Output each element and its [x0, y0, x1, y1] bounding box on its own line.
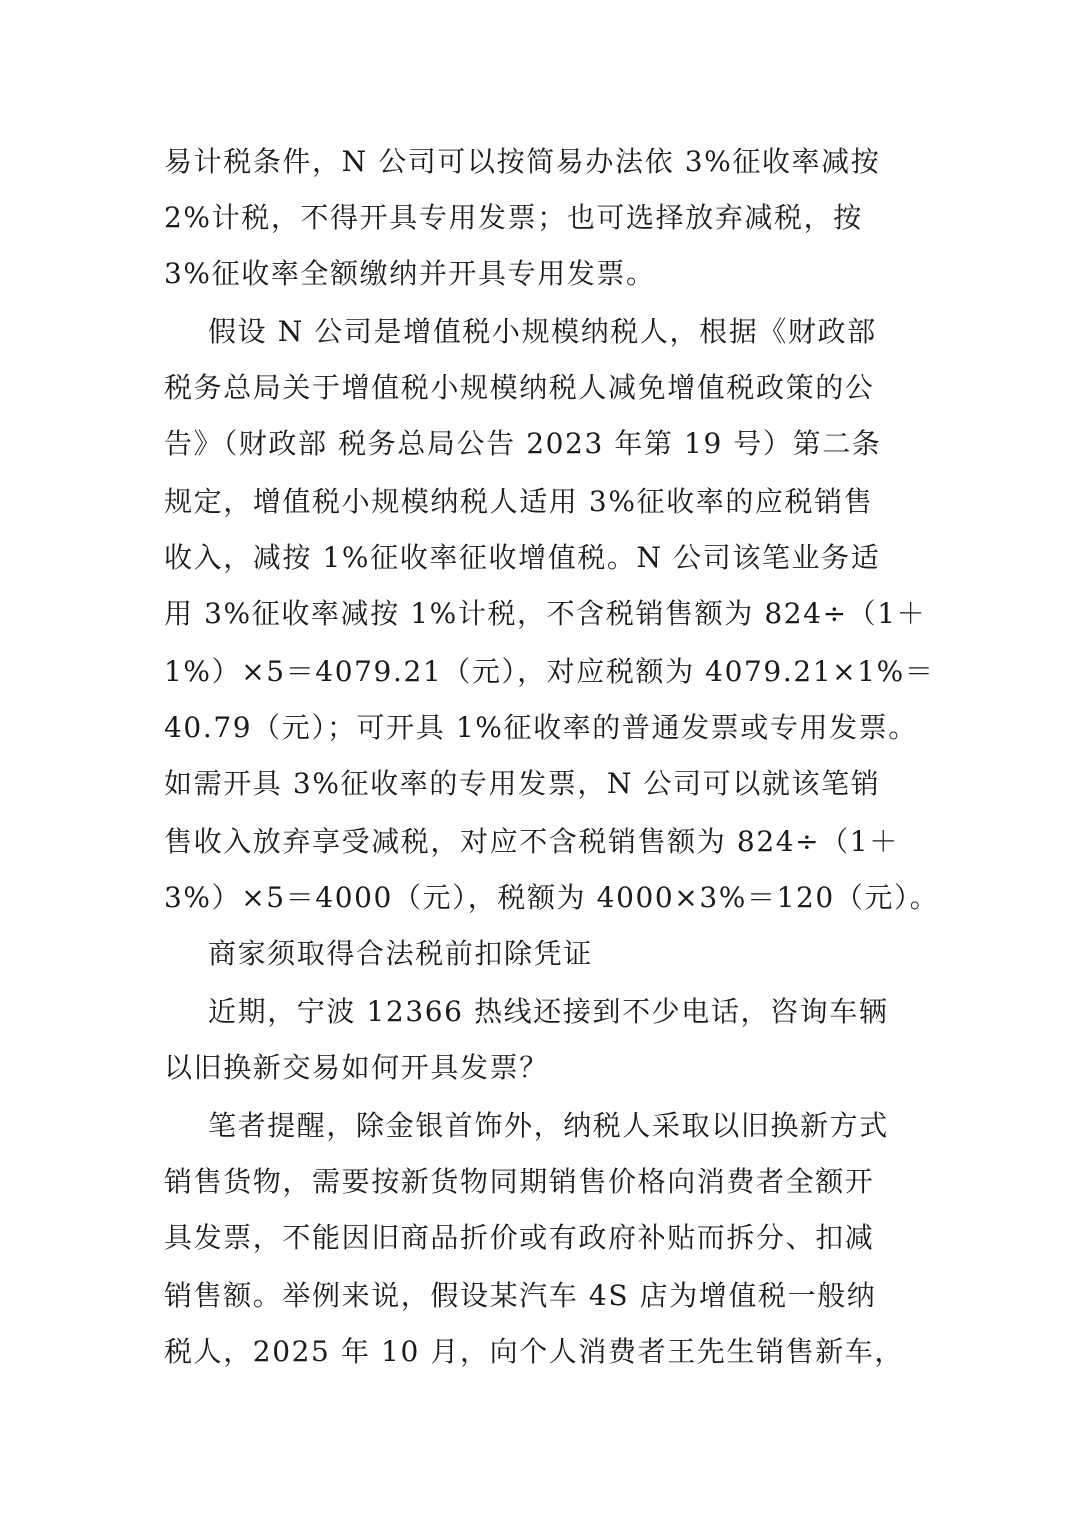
text-line-3: 3%征收率全额缴纳并开具专用发票。	[164, 257, 656, 290]
text-line-10: 1%）×5＝4079.21（元），对应税额为 4079.21×1%＝	[164, 655, 935, 688]
text-line-13: 售收入放弃享受减税，对应不含税销售额为 824÷（1＋	[164, 825, 899, 858]
text-line-8: 收入，减按 1%征收率征收增值税。N 公司该笔业务适	[164, 541, 881, 574]
section-heading: 商家须取得合法税前扣除凭证	[208, 937, 593, 970]
text-line-1: 易计税条件，N 公司可以按简易办法依 3%征收率减按	[164, 145, 881, 178]
text-line-17: 以旧换新交易如何开具发票？	[164, 1051, 549, 1084]
text-line-9: 用 3%征收率减按 1%计税，不含税销售额为 824÷（1＋	[164, 597, 927, 630]
text-line-14: 3%）×5＝4000（元），税额为 4000×3%＝120（元）。	[164, 881, 940, 914]
text-line-2: 2%计税，不得开具专用发票；也可选择放弃减税，按	[164, 201, 863, 234]
text-line-6: 告》（财政部 税务总局公告 2023 年第 19 号）第二条	[164, 427, 882, 460]
paragraph-start-line: 笔者提醒，除金银首饰外，纳税人采取以旧换新方式	[208, 1109, 889, 1142]
text-line-21: 销售额。举例来说，假设某汽车 4S 店为增值税一般纳	[164, 1279, 877, 1312]
text-line-7: 规定，增值税小规模纳税人适用 3%征收率的应税销售	[164, 485, 874, 518]
text-line-11: 40.79（元）；可开具 1%征收率的普通发票或专用发票。	[164, 711, 918, 744]
text-line-19: 销售货物，需要按新货物同期销售价格向消费者全额开	[164, 1165, 875, 1198]
paragraph-start-line: 假设 N 公司是增值税小规模纳税人，根据《财政部	[208, 315, 877, 348]
paragraph-start-line: 近期，宁波 12366 热线还接到不少电话，咨询车辆	[208, 995, 889, 1028]
text-line-12: 如需开具 3%征收率的专用发票，N 公司可以就该笔销	[164, 767, 881, 800]
text-line-20: 具发票，不能因旧商品折价或有政府补贴而拆分、扣减	[164, 1221, 875, 1254]
text-line-22: 税人，2025 年 10 月，向个人消费者王先生销售新车，	[164, 1335, 904, 1368]
text-line-5: 税务总局关于增值税小规模纳税人减免增值税政策的公	[164, 371, 875, 404]
